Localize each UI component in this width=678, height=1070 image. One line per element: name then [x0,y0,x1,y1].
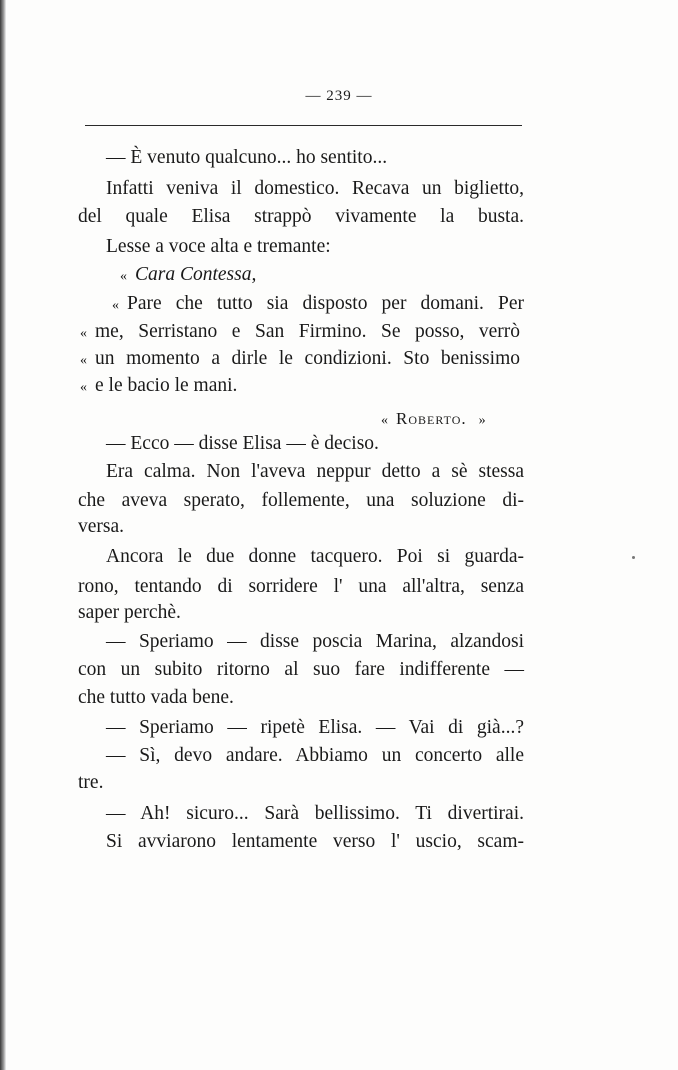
text-line: Infatti veniva il domestico. Recava un biglietto, [106,178,524,199]
text-line: Si avviarono lentamente verso l' uscio, scam- [106,831,524,852]
letter-text: un momento a dirle le condizioni. Sto benissimo [95,348,520,369]
text-line: — Speriamo — disse poscia Marina, alzandosi [106,631,524,652]
open-quote-mark: « [80,326,87,341]
text-line: Lesse a voce alta e tremante: [106,236,331,257]
text-line: Era calma. Non l'aveva neppur detto a sè stessa [106,461,524,482]
header-rule [85,125,522,126]
text-line: tre. [78,772,104,793]
letter-line [80,320,520,346]
open-quote-mark: « [80,353,87,368]
text-line: che tutto vada bene. [78,687,234,708]
page-number: — 239 — [305,88,373,104]
text-line: del quale Elisa strappò vivamente la busta. [78,206,524,227]
letter-text: me, Serristano e San Firmino. Se posso, verrò [95,321,520,342]
letter-signature [381,407,486,433]
open-quote-mark: « [120,269,127,284]
text-line: — È venuto qualcuno... ho sentito... [106,147,388,168]
text-line: versa. [78,516,125,537]
letter-line [80,374,237,400]
page-binding-edge [0,0,6,1070]
text-line: — Sì, devo andare. Abbiamo un concerto alle [106,745,524,766]
letter-text: Pare che tutto sia disposto per domani. Per [127,293,524,314]
open-quote-mark: « [80,380,87,395]
open-quote-mark: « [112,298,119,313]
letter-text: e le bacio le mani. [95,375,238,396]
open-quote-mark: « [381,413,388,428]
text-line: saper perchè. [78,602,181,623]
text-line: — Ah! sicuro... Sarà bellissimo. Ti divertirai. [106,803,524,824]
salutation-text: Cara Contessa, [135,264,257,285]
text-line: — Speriamo — ripetè Elisa. — Vai di già...? [106,717,524,738]
letter-line [80,347,520,373]
letter-salutation [120,263,256,289]
text-line: che aveva sperato, follemente, una soluzione di- [78,490,524,511]
paper-speck [632,556,635,559]
text-line: Ancora le due donne tacquero. Poi si guarda- [106,546,524,567]
signature-name: Roberto. [396,409,467,428]
letter-line [112,292,524,318]
text-line: rono, tentando di sorridere l' una all'altra, senza [78,576,524,597]
text-line: — Ecco — disse Elisa — è deciso. [106,433,379,454]
close-quote-mark: » [478,413,486,428]
text-line: con un subito ritorno al suo fare indifferente — [78,659,524,680]
